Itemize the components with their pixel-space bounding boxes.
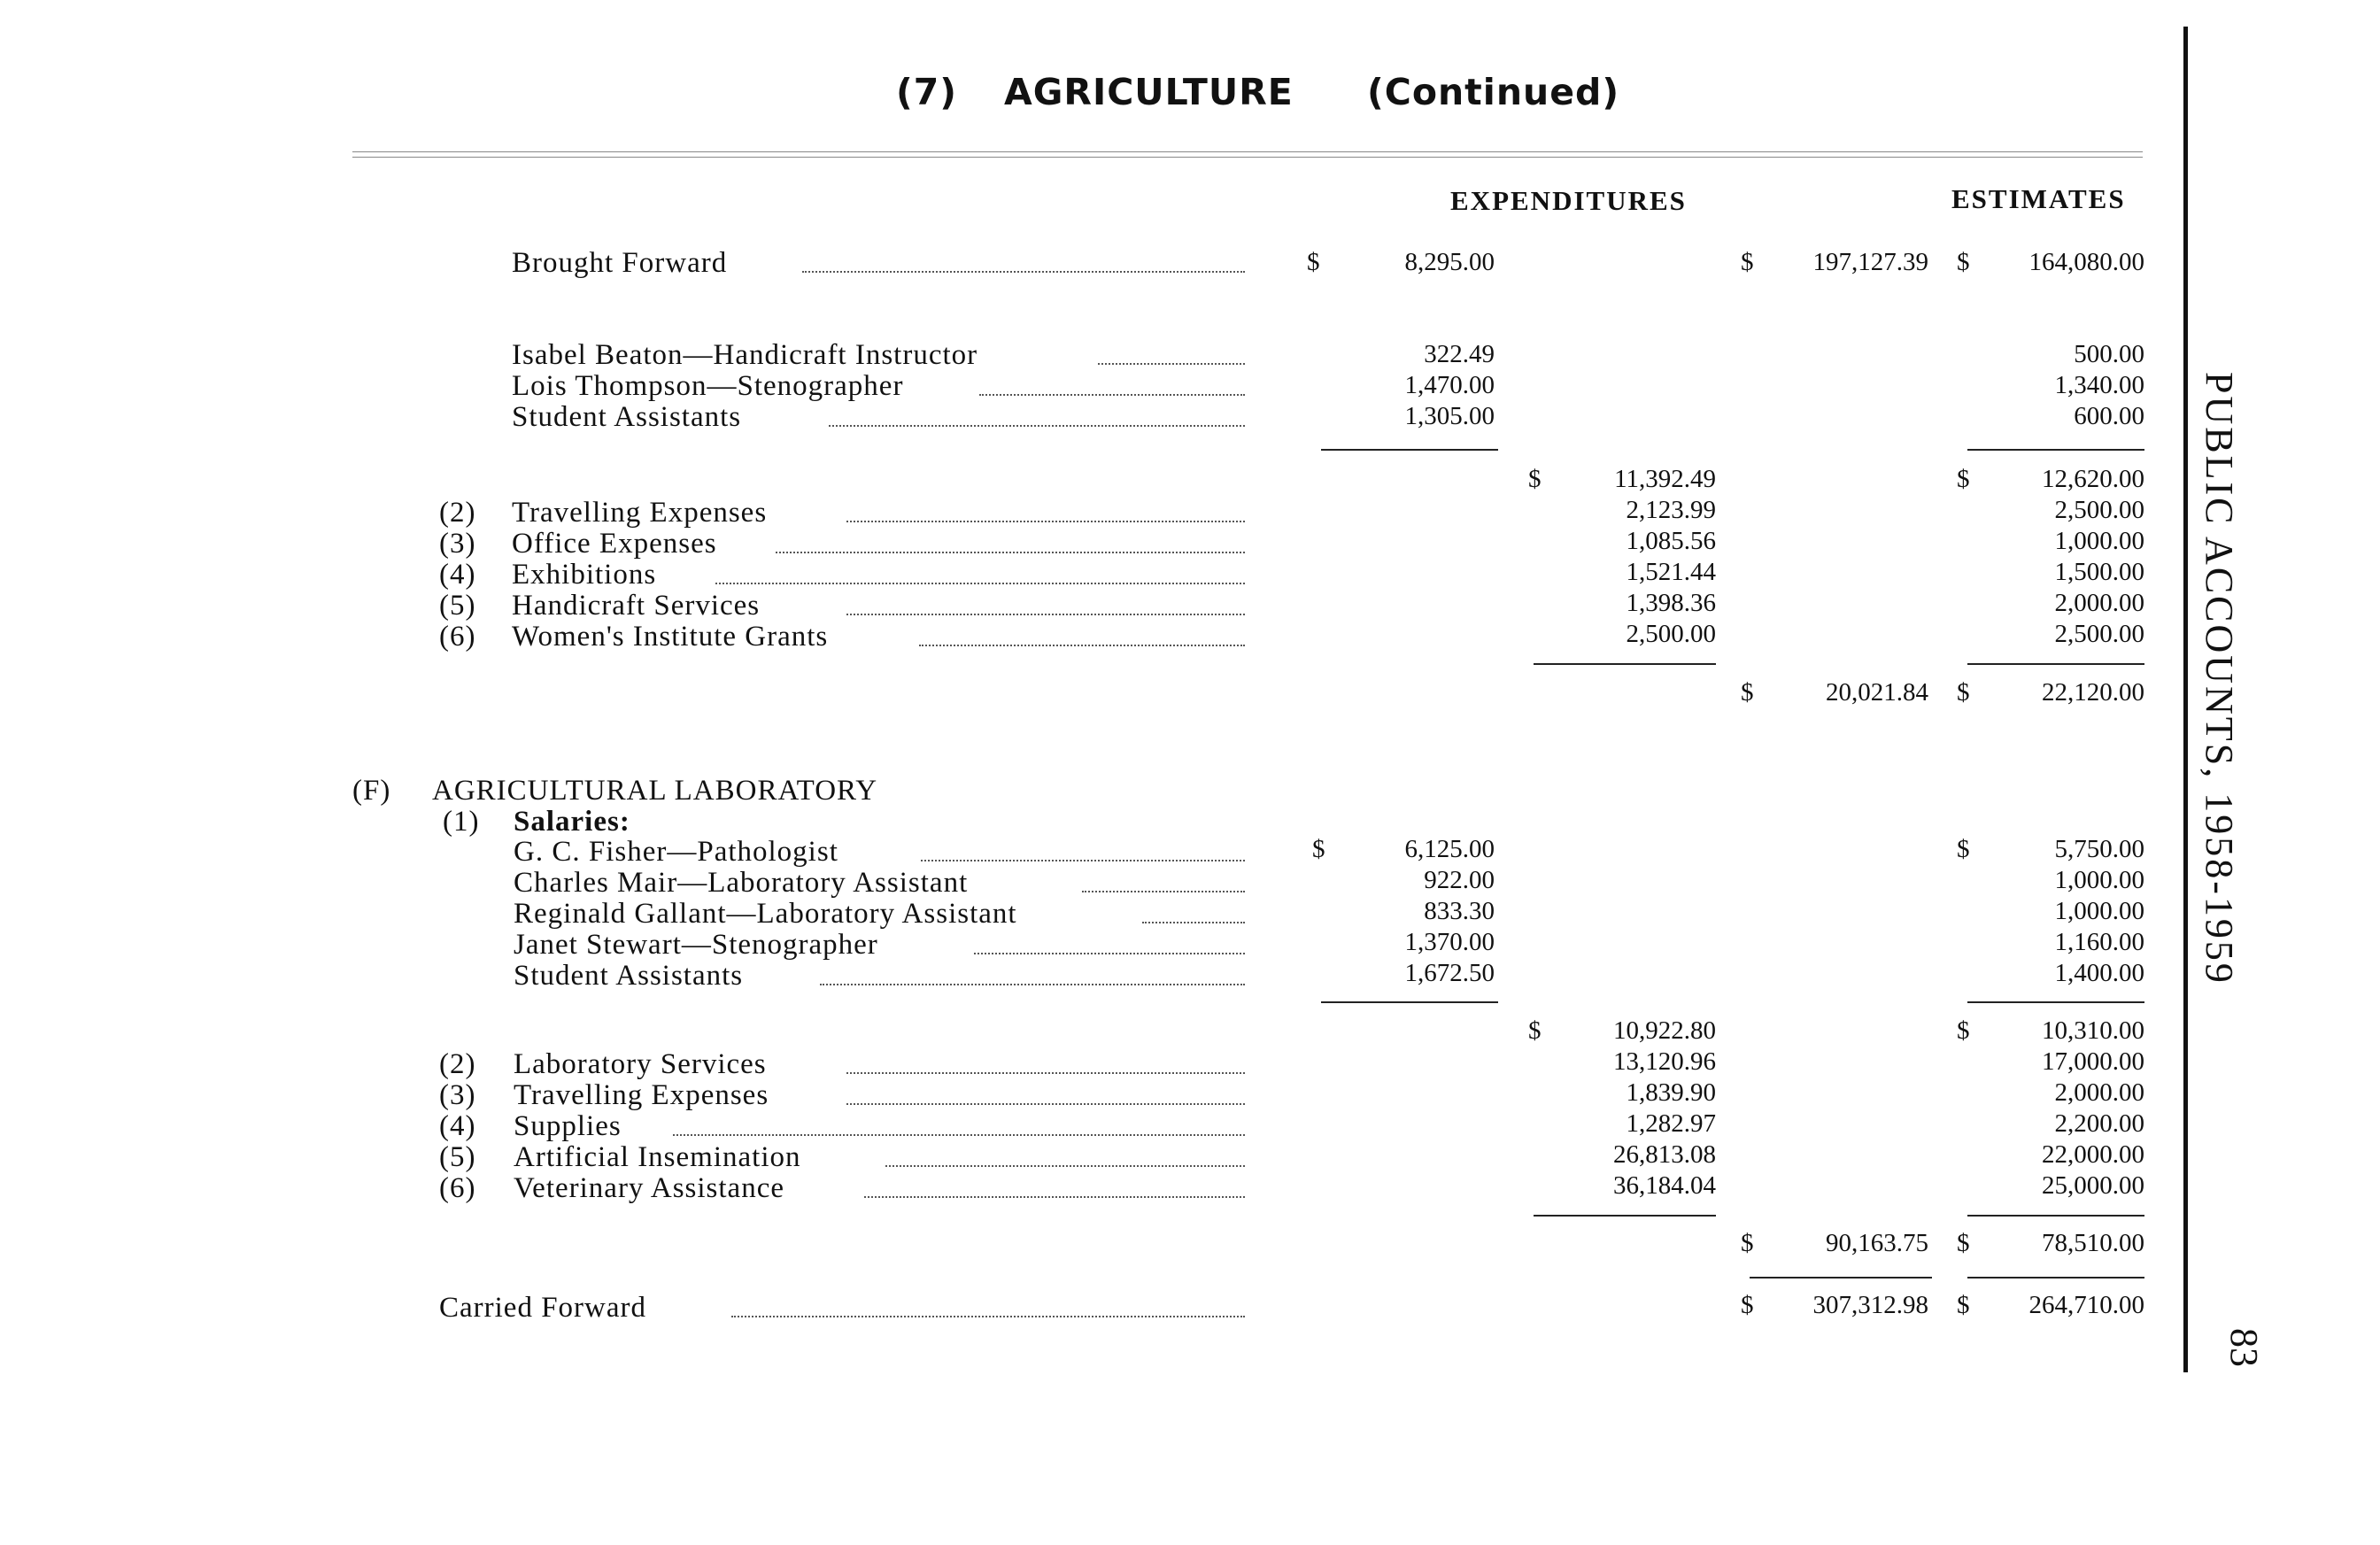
side-title: PUBLIC ACCOUNTS, 1958-1959 (2198, 372, 2241, 985)
est-thompson: 1,340.00 (2054, 371, 2144, 399)
brought-forward-label: Brought Forward (512, 247, 728, 279)
est-exhibitions: 1,500.00 (2054, 558, 2144, 586)
row-label-beaton: Isabel Beaton—Handicraft Instructor (512, 339, 978, 371)
title-continued: (Continued) (1367, 71, 1620, 113)
exp2-laboratory-services: 13,120.96 (1613, 1047, 1716, 1076)
row-label-veterinary-assistance: Veterinary Assistance (514, 1172, 784, 1204)
item-number: (4) (439, 559, 476, 591)
est-handicraft-services: 2,000.00 (2054, 589, 2144, 617)
salaries-subtotal-est: 10,310.00 (2042, 1016, 2144, 1045)
est-fisher: 5,750.00 (2054, 835, 2144, 863)
title-section-number: (7) (896, 71, 958, 113)
right-border-line (2183, 27, 2188, 1372)
exp1-fisher: 6,125.00 (1404, 835, 1495, 863)
salaries-heading: Salaries: (514, 806, 630, 838)
page-number: 83 (2222, 1328, 2266, 1367)
leader-dots (979, 394, 1245, 396)
dollar-sign: $ (1312, 835, 1325, 863)
leader-dots (820, 984, 1245, 985)
exp2-supplies: 1,282.97 (1626, 1109, 1716, 1138)
header-rule-2 (352, 157, 2143, 158)
exp2-exhibitions: 1,521.44 (1626, 558, 1716, 586)
subtotal-rule-est (1967, 1001, 2144, 1003)
leader-dots (829, 425, 1245, 427)
row-label-laboratory-services: Laboratory Services (514, 1048, 767, 1080)
exp1-student-assistants: 1,305.00 (1404, 402, 1495, 430)
est-artificial-insemination: 22,000.00 (2042, 1140, 2144, 1169)
dollar-sign: $ (1957, 1016, 1970, 1045)
dollar-sign: $ (1528, 1016, 1542, 1045)
dollar-sign: $ (1741, 248, 1754, 276)
row-label-student-assistants: Student Assistants (514, 960, 744, 992)
salaries-subtotal-est: 12,620.00 (2042, 465, 2144, 493)
row-label-handicraft-services: Handicraft Services (512, 590, 761, 622)
est-travelling-expenses: 2,500.00 (2054, 496, 2144, 524)
leader-dots (776, 552, 1245, 553)
brought-forward-exp1: 8,295.00 (1404, 248, 1495, 276)
item-number: (4) (439, 1110, 476, 1142)
exp2-womens-institute-grants: 2,500.00 (1626, 620, 1716, 648)
dollar-sign: $ (1957, 248, 1970, 276)
est-stewart: 1,160.00 (2054, 928, 2144, 956)
expenditures-heading: EXPENDITURES (1450, 185, 1687, 216)
dollar-sign: $ (1957, 678, 1970, 707)
subtotal-rule-exp1 (1321, 449, 1498, 451)
subtotal-rule-exp1 (1321, 1001, 1498, 1003)
block-f-total-est: 78,510.00 (2042, 1229, 2144, 1257)
leader-dots (846, 1103, 1245, 1105)
row-label-gallant: Reginald Gallant—Laboratory Assistant (514, 898, 1017, 930)
est-student-assistants: 1,400.00 (2054, 959, 2144, 987)
dollar-sign: $ (1957, 1229, 1970, 1257)
exp2-artificial-insemination: 26,813.08 (1613, 1140, 1716, 1169)
row-label-office-expenses: Office Expenses (512, 528, 717, 560)
carried-rule-est (1967, 1277, 2144, 1278)
row-label-travelling-expenses: Travelling Expenses (514, 1079, 769, 1111)
leader-dots (1142, 922, 1245, 923)
item-number: (2) (439, 497, 476, 529)
salaries-subtotal-exp2: 11,392.49 (1614, 465, 1716, 493)
dollar-sign: $ (1307, 248, 1320, 276)
item-number: (1) (443, 806, 480, 838)
brought-forward-est: 164,080.00 (2028, 248, 2144, 276)
est-office-expenses: 1,000.00 (2054, 527, 2144, 555)
dollar-sign: $ (1741, 1291, 1754, 1319)
leader-dots (846, 521, 1245, 522)
leader-dots (885, 1165, 1245, 1167)
block-a-total-exp3: 20,021.84 (1826, 678, 1928, 707)
dollar-sign: $ (1741, 678, 1754, 707)
brought-forward-exp3: 197,127.39 (1812, 248, 1928, 276)
title-agriculture: AGRICULTURE (1004, 71, 1294, 113)
dollar-sign: $ (1528, 465, 1542, 493)
leader-dots (1098, 363, 1245, 365)
row-label-mair: Charles Mair—Laboratory Assistant (514, 867, 969, 899)
row-label-travelling-expenses: Travelling Expenses (512, 497, 768, 529)
est-supplies: 2,200.00 (2054, 1109, 2144, 1138)
total-rule-est (1967, 1215, 2144, 1217)
est-mair: 1,000.00 (2054, 866, 2144, 894)
leader-dots (846, 614, 1245, 615)
row-label-fisher: G. C. Fisher—Pathologist (514, 836, 838, 868)
item-number: (3) (439, 1079, 476, 1111)
section-letter: (F) (352, 775, 391, 807)
leader-dots (921, 860, 1245, 861)
est-laboratory-services: 17,000.00 (2042, 1047, 2144, 1076)
exp2-office-expenses: 1,085.56 (1626, 527, 1716, 555)
carried-forward-est: 264,710.00 (2028, 1291, 2144, 1319)
exp1-stewart: 1,370.00 (1404, 928, 1495, 956)
leader-dots (1082, 891, 1245, 892)
row-label-thompson: Lois Thompson—Stenographer (512, 370, 904, 402)
leader-dots (673, 1134, 1245, 1136)
est-beaton: 500.00 (2074, 340, 2144, 368)
est-gallant: 1,000.00 (2054, 897, 2144, 925)
total-rule-exp2 (1534, 663, 1716, 665)
item-number: (5) (439, 1141, 476, 1173)
carried-rule-exp3 (1750, 1277, 1932, 1278)
exp1-student-assistants: 1,672.50 (1404, 959, 1495, 987)
row-label-womens-institute-grants: Women's Institute Grants (512, 621, 829, 653)
est-student-assistants: 600.00 (2074, 402, 2144, 430)
dollar-sign: $ (1741, 1229, 1754, 1257)
estimates-heading: ESTIMATES (1951, 183, 2126, 214)
item-number: (6) (439, 621, 476, 653)
exp2-veterinary-assistance: 36,184.04 (1613, 1171, 1716, 1200)
total-rule-exp2 (1534, 1215, 1716, 1217)
est-womens-institute-grants: 2,500.00 (2054, 620, 2144, 648)
header-rule (352, 151, 2143, 152)
est-veterinary-assistance: 25,000.00 (2042, 1171, 2144, 1200)
exp1-gallant: 833.30 (1424, 897, 1495, 925)
exp2-travelling-expenses: 1,839.90 (1626, 1078, 1716, 1107)
row-label-student-assistants: Student Assistants (512, 401, 742, 433)
subtotal-rule-est (1967, 449, 2144, 451)
row-label-artificial-insemination: Artificial Insemination (514, 1141, 801, 1173)
leader-dots (974, 953, 1245, 954)
leader-dots (846, 1072, 1245, 1074)
exp1-mair: 922.00 (1424, 866, 1495, 894)
dollar-sign: $ (1957, 835, 1970, 863)
leader-dots (864, 1196, 1245, 1198)
exp2-travelling-expenses: 2,123.99 (1626, 496, 1716, 524)
total-rule-est (1967, 663, 2144, 665)
item-number: (3) (439, 528, 476, 560)
row-label-supplies: Supplies (514, 1110, 622, 1142)
carried-forward-exp3: 307,312.98 (1812, 1291, 1928, 1319)
leader-dots (731, 1316, 1245, 1317)
row-label-stewart: Janet Stewart—Stenographer (514, 929, 878, 961)
carried-forward-label: Carried Forward (439, 1292, 647, 1324)
item-number: (5) (439, 590, 476, 622)
est-travelling-expenses: 2,000.00 (2054, 1078, 2144, 1107)
salaries-subtotal-exp2: 10,922.80 (1613, 1016, 1716, 1045)
item-number: (6) (439, 1172, 476, 1204)
block-f-total-exp3: 90,163.75 (1826, 1229, 1928, 1257)
dollar-sign: $ (1957, 465, 1970, 493)
leader-dots (715, 583, 1245, 584)
section-title-agricultural-laboratory: AGRICULTURAL LABORATORY (432, 775, 878, 807)
dollar-sign: $ (1957, 1291, 1970, 1319)
exp1-thompson: 1,470.00 (1404, 371, 1495, 399)
row-label-exhibitions: Exhibitions (512, 559, 657, 591)
leader-dots (919, 645, 1245, 646)
item-number: (2) (439, 1048, 476, 1080)
exp1-beaton: 322.49 (1424, 340, 1495, 368)
exp2-handicraft-services: 1,398.36 (1626, 589, 1716, 617)
block-a-total-est: 22,120.00 (2042, 678, 2144, 707)
leader-dots (802, 271, 1245, 273)
